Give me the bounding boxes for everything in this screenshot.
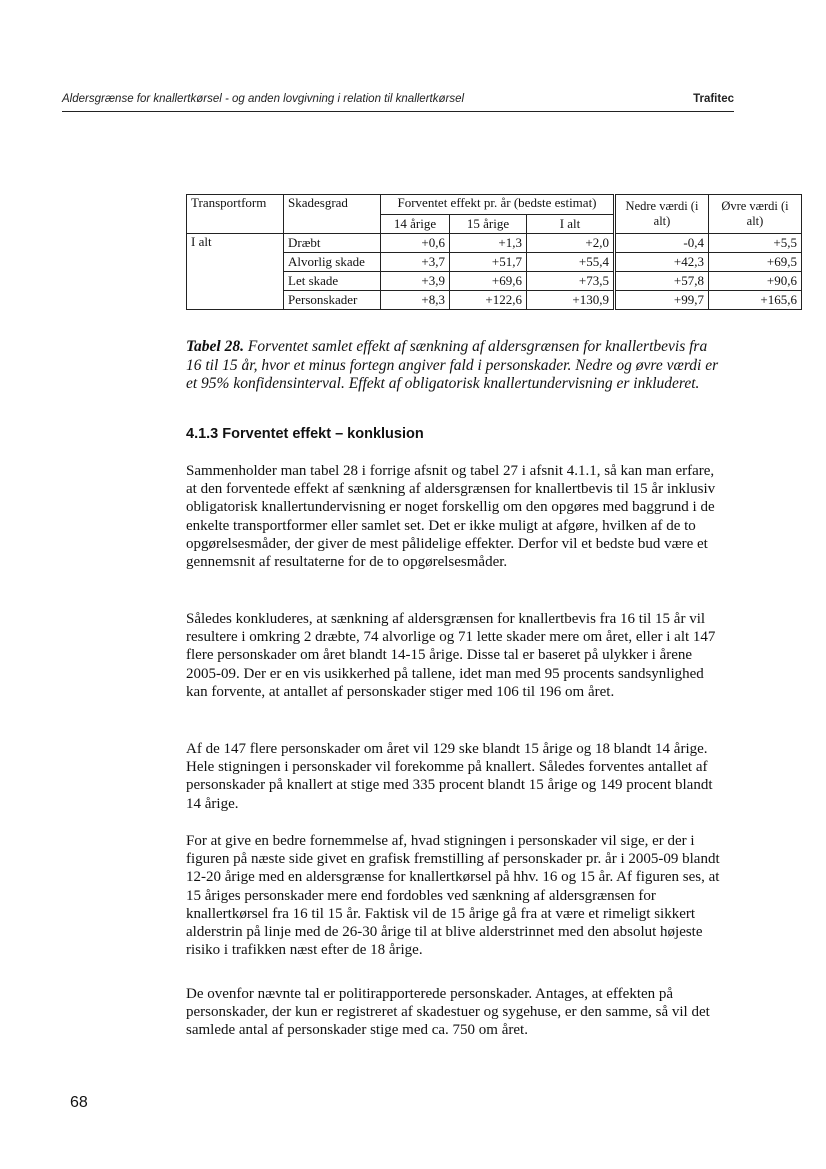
cell-15: +69,6 <box>450 272 527 291</box>
paragraph-3: Af de 147 flere personskader om året vil 129 ske blandt 15 årige og 18 blandt 14 årige. Hele stigningen i personskader vil forekomme på knallert. Således forventes antallet af personskader på knallert at stige med 335 procent blandt 15 årige og 149 procent blandt 14 årige. <box>186 741 713 812</box>
th-effekt: Forventet effekt pr. år (bedste estimat) <box>381 195 615 215</box>
cell-nedre: +42,3 <box>615 253 709 272</box>
paragraph-4: For at give en bedre fornemmelse af, hvad stigningen i personskader vil sige, er der i figuren på næste side givet en grafisk fremstilling af personskader pr. år i 2005-09 blandt 12-20 årige med en aldersgrænse for knallertkørsel på hhv. 16 og 15 år. Af figuren ses, at 15 åriges personskader mere end fordobles ved sænkning af aldersgrænsen for knallertkørsel fra 16 til 15 år. Faktisk vil de 15 årige gå fra at være et rimeligt sikkert alderstrin på linje med de 26-30 årige til at blive alderstrinnet med den absolut højeste risiko i trafikken næst efter de 18 årige. <box>186 833 720 959</box>
paragraph-5: De ovenfor nævnte tal er politirapporterede personskader. Antages, at effekten på personskader, der kun er registreret af skadestuer og sygehuse, er den samme, så vil det samlede antal af personskader stige med ca. 750 om året. <box>186 986 710 1039</box>
table-caption <box>186 338 726 394</box>
cell-ovre: +90,6 <box>709 272 802 291</box>
th-skade: Skadesgrad <box>284 195 381 234</box>
table-row <box>187 234 802 253</box>
row-label: Personskader <box>284 291 381 310</box>
paragraph-2: Således konkluderes, at sænkning af aldersgrænsen for knallertbevis fra 16 til 15 år vil resultere i omkring 2 dræbte, 74 alvorlige og 71 lette skader mere om året, eller i alt 147 flere personskader om året blandt 14-15 årige. Disse tal er baseret på ulykker i årene 2005-09. Der er en vis usikkerhed på tallene, idet man med 95 procents sandsynlighed kan forvente, at antallet af personskader stiger med 106 til 196 om året. <box>186 611 716 700</box>
effect-table <box>186 194 802 310</box>
th-ovre: Øvre værdi (i alt) <box>709 195 802 234</box>
caption-text: Forventet samlet effekt af sænkning af aldersgrænsen for knallertbevis fra 16 til 15 år, hvor et minus fortegn angiver fald i personskader. Nedre og øvre værdi er et 95% konfidensinterval. Effekt af obligatorisk knallertundervisning er inkluderet. <box>186 338 719 392</box>
cell-14: +0,6 <box>381 234 450 253</box>
cell-15: +1,3 <box>450 234 527 253</box>
cell-14: +3,7 <box>381 253 450 272</box>
cell-ialt: +55,4 <box>527 253 615 272</box>
cell-ialt: +130,9 <box>527 291 615 310</box>
th-15: 15 årige <box>450 214 527 234</box>
cell-ovre: +5,5 <box>709 234 802 253</box>
cell-nedre: +99,7 <box>615 291 709 310</box>
th-14: 14 årige <box>381 214 450 234</box>
group-label: I alt <box>187 234 284 310</box>
paragraph-1: Sammenholder man tabel 28 i forrige afsnit og tabel 27 i afsnit 4.1.1, så kan man erfare, at den forventede effekt af sænkning af aldersgrænsen for knallertbevis til 15 år inklusiv obligatorisk knallertundervisning er noget forskellig om den opgøres med baggrund i de enkelte transportformer eller samlet set. Det er ikke muligt at afgøre, hvilken af de to opgørelsesmåder, der giver de mest pålidelige effekter. Derfor vil et bedste bud være et gennemsnit af resultaterne for de to opgørelsesmåder. <box>186 463 716 571</box>
caption-label: Tabel 28. <box>186 338 244 355</box>
cell-ovre: +165,6 <box>709 291 802 310</box>
page-number: 68 <box>70 1094 88 1111</box>
cell-nedre: -0,4 <box>615 234 709 253</box>
cell-14: +3,9 <box>381 272 450 291</box>
row-label: Alvorlig skade <box>284 253 381 272</box>
page-header <box>62 93 734 112</box>
th-ialt: I alt <box>527 214 615 234</box>
header-brand: Trafitec <box>693 93 734 105</box>
cell-15: +51,7 <box>450 253 527 272</box>
row-label: Dræbt <box>284 234 381 253</box>
header-title: Aldersgrænse for knallertkørsel - og anden lovgivning i relation til knallertkørsel <box>62 93 465 105</box>
cell-ovre: +69,5 <box>709 253 802 272</box>
cell-14: +8,3 <box>381 291 450 310</box>
row-label: Let skade <box>284 272 381 291</box>
cell-15: +122,6 <box>450 291 527 310</box>
cell-nedre: +57,8 <box>615 272 709 291</box>
cell-ialt: +73,5 <box>527 272 615 291</box>
th-transport: Transportform <box>187 195 284 234</box>
cell-ialt: +2,0 <box>527 234 615 253</box>
section-title: 4.1.3 Forventet effekt – konklusion <box>186 426 424 442</box>
th-nedre: Nedre værdi (i alt) <box>615 195 709 234</box>
